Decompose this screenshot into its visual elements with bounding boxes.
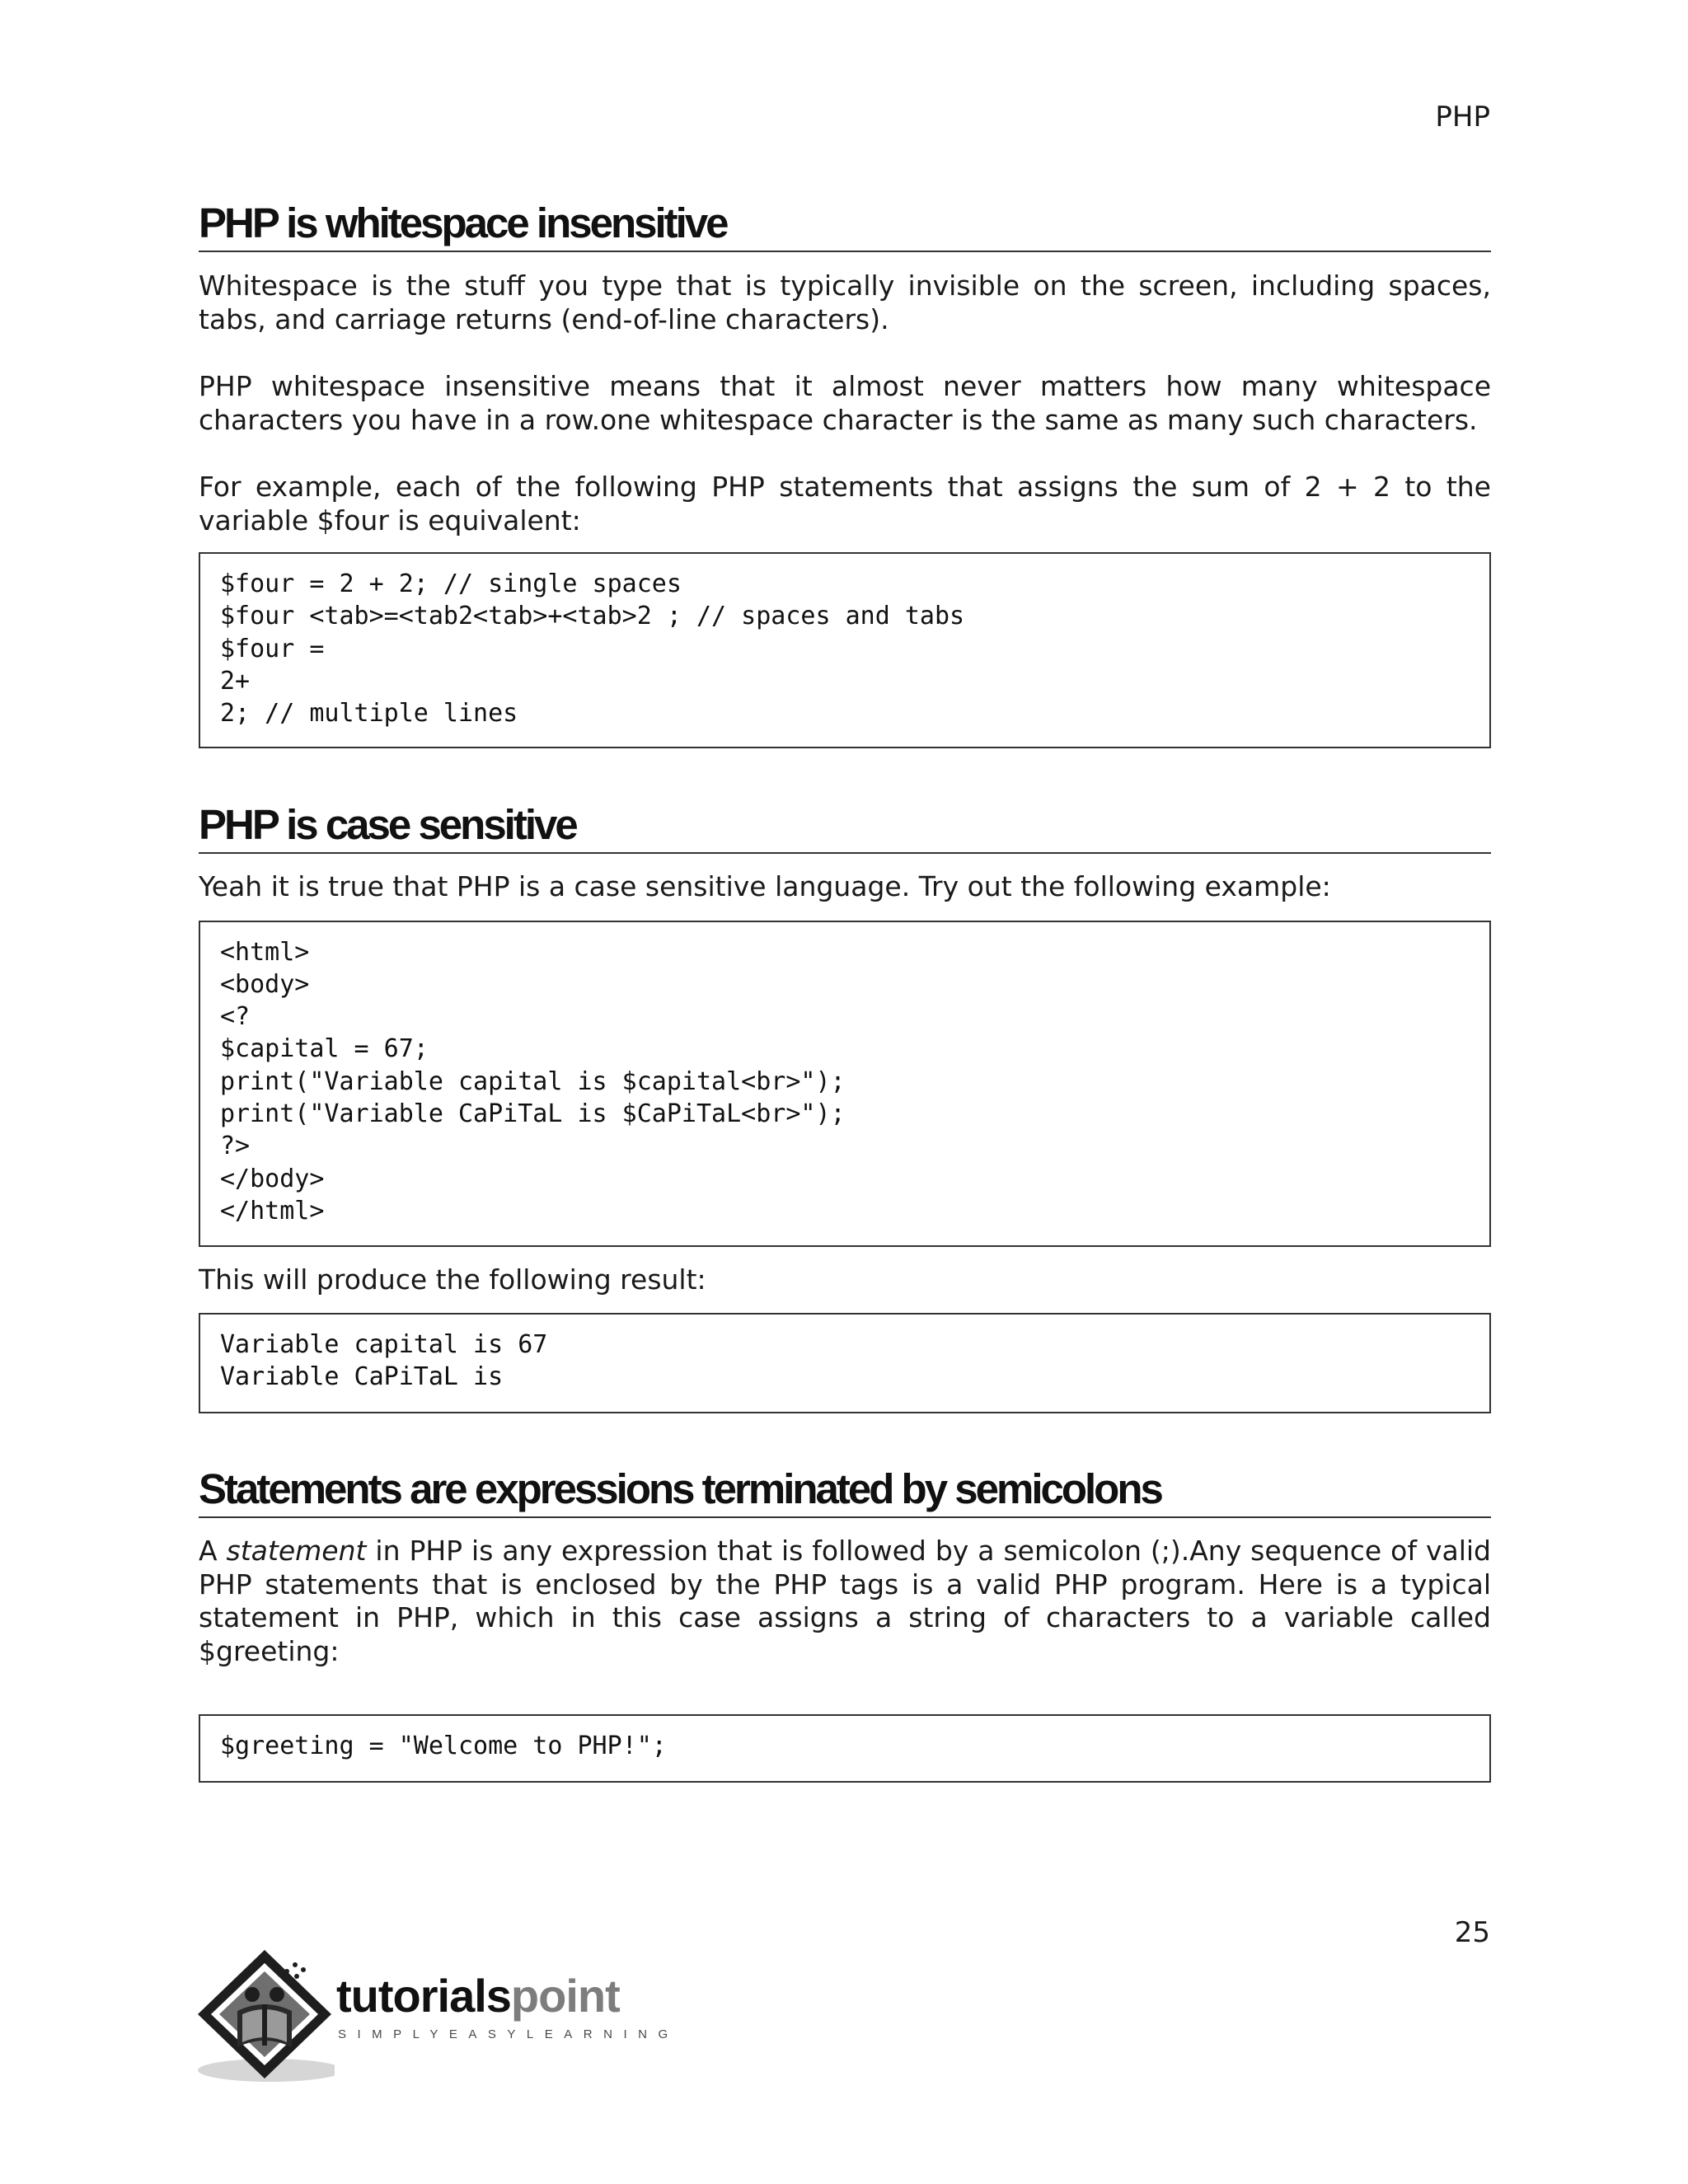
page-content xyxy=(199,199,1491,1783)
code-line: $four = 2 + 2; // single spaces xyxy=(220,569,682,598)
code-line: 2+ xyxy=(220,666,251,696)
code-line: <body> xyxy=(220,969,310,999)
tutorialspoint-logo xyxy=(195,1947,679,2087)
whitespace-para-2: PHP whitespace insensitive means that it almost never matters how many whitespace characters you have in a row.one whitespace character is the same as many such characters. xyxy=(199,370,1491,436)
case-para-2: This will produce the following result: xyxy=(199,1263,706,1296)
heading-whitespace: PHP is whitespace insensitive xyxy=(199,199,1491,252)
statements-para-emphasis: statement xyxy=(226,1535,367,1567)
code-line: print("Variable CaPiTaL is $CaPiTaL<br>"); xyxy=(220,1099,846,1128)
code-line: <? xyxy=(220,1002,251,1032)
code-line: $greeting = "Welcome to PHP!"; xyxy=(220,1732,667,1760)
code-line: </html> xyxy=(220,1196,325,1226)
statements-para-rest: in PHP is any expression that is followed by a semicolon (;).Any sequence of valid PHP statements that is enclosed by the PHP tags is a valid PHP program. Here is a typical statement in PHP, which in this case assigns a string of characters to a variable called $greeting: xyxy=(199,1535,1491,1667)
code-line: Variable capital is 67 xyxy=(220,1330,548,1359)
running-header: PHP xyxy=(1435,101,1490,134)
whitespace-code-block xyxy=(199,552,1491,748)
logo-word-point: point xyxy=(510,1970,620,2022)
code-line: <html> xyxy=(220,937,310,967)
case-code-block xyxy=(199,921,1491,1247)
page-number: 25 xyxy=(1454,1916,1490,1949)
logo-tagline: SIMPLYEASYLEARNING xyxy=(338,2027,679,2041)
code-line: Variable CaPiTaL is xyxy=(220,1362,504,1392)
logo-word-tutorials: tutorials xyxy=(336,1970,511,2022)
code-line: $four <tab>=<tab2<tab>+<tab>2 ; // spaces and tabs xyxy=(220,602,965,631)
code-line: print("Variable capital is $capital<br>"); xyxy=(220,1066,846,1096)
greeting-code-block xyxy=(199,1714,1491,1783)
code-line: $capital = 67; xyxy=(220,1034,429,1064)
statements-para xyxy=(199,1535,1491,1668)
statements-para-prefix: A xyxy=(199,1535,227,1567)
logo-mark-icon xyxy=(195,1947,335,2087)
result-code-block xyxy=(199,1313,1491,1413)
case-para-1: Yeah it is true that PHP is a case sensitive language. Try out the following example: xyxy=(199,870,1331,902)
heading-case-sensitive: PHP is case sensitive xyxy=(199,801,1491,854)
code-line: ?> xyxy=(220,1132,251,1161)
whitespace-para-1: Whitespace is the stuff you type that is typically invisible on the screen, including spaces, tabs, and carriage returns (end-of-line characters). xyxy=(199,269,1491,335)
code-line: 2; // multiple lines xyxy=(220,699,518,729)
logo-wordmark xyxy=(336,1971,620,2021)
whitespace-para-3: For example, each of the following PHP statements that assigns the sum of 2 + 2 to the variable $four is equivalent: xyxy=(199,471,1491,537)
code-line: $four = xyxy=(220,634,325,663)
heading-statements: Statements are expressions terminated by semicolons xyxy=(199,1465,1491,1518)
code-line: </body> xyxy=(220,1164,325,1193)
